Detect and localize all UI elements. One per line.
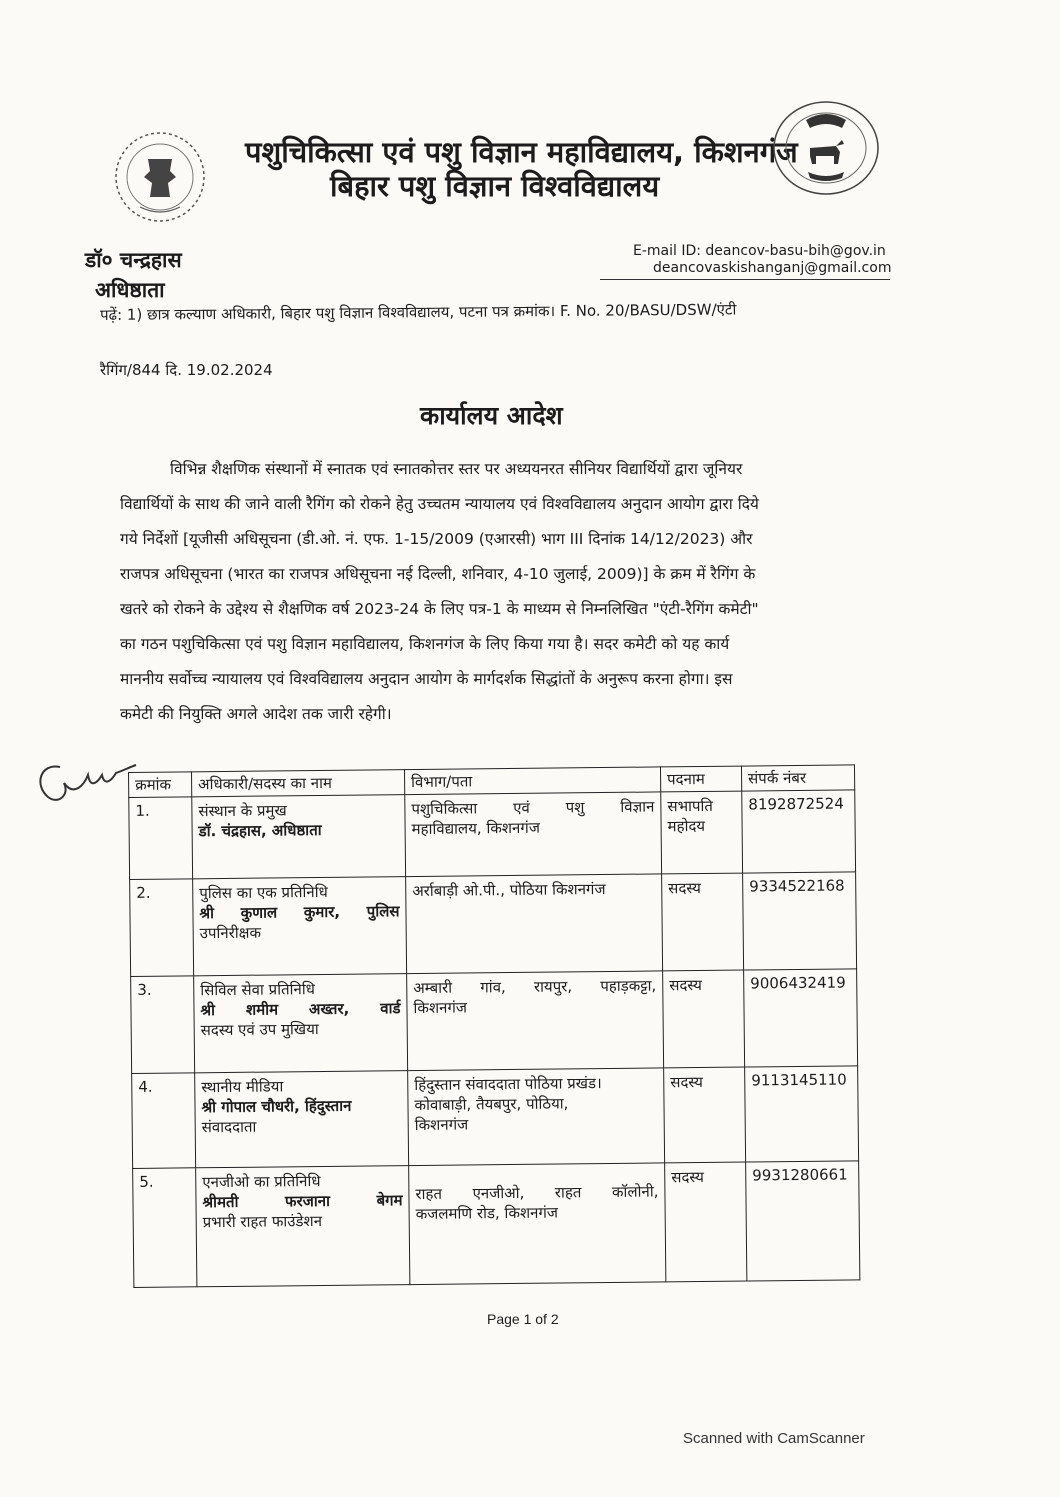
header-member: अधिकारी/सदस्य का नाम xyxy=(192,770,405,797)
cell-department xyxy=(409,1163,666,1285)
cell-contact: 8192872524 xyxy=(742,790,856,873)
dept-line: महाविद्यालय, किशनगंज xyxy=(411,818,540,839)
member-name-extra: उपनिरीक्षक xyxy=(199,923,262,943)
order-paragraph xyxy=(120,452,910,732)
university-title: बिहार पशु विज्ञान विश्वविद्यालय xyxy=(330,169,660,203)
paragraph-line: विद्यार्थियों के साथ की जाने वाली रैगिंग को रोकने हेतु उच्चतम न्यायालय एवं विश्वविद्यालय अनुदान आयोग द्वारा दिये xyxy=(120,495,759,513)
member-role: संस्थान के प्रमुख xyxy=(198,801,287,821)
dept-line: राहत एनजीओ, राहत कॉलोनी, xyxy=(415,1182,659,1204)
table-row xyxy=(129,790,856,880)
reference-line-2: रैगिंग/844 दि. 19.02.2024 xyxy=(100,361,273,379)
table-row xyxy=(132,1066,859,1169)
handwritten-signature xyxy=(30,745,140,824)
header-designation: पदनाम xyxy=(660,766,741,792)
cell-serial: 5. xyxy=(133,1168,197,1288)
paragraph-line: माननीय सर्वोच्च न्यायालय एवं विश्वविद्यालय अनुदान आयोग के मार्गदर्शक सिद्धांतों के अनुरूप करना होगा। इस xyxy=(120,670,733,688)
institute-title: पशुचिकित्सा एवं पशु विज्ञान महाविद्यालय, किशनगंज xyxy=(245,135,798,169)
dean-designation: अधिष्ठाता xyxy=(95,278,165,302)
cell-designation: सदस्य xyxy=(665,1162,747,1282)
university-emblem-left xyxy=(110,125,210,230)
dept-line: अर्राबाड़ी ओ.पी., पोठिया किशनगंज xyxy=(412,880,606,901)
reference-line-1: पढ़ें: 1) छात्र कल्याण अधिकारी, बिहार पशु विज्ञान विश्वविद्यालय, पटना पत्र क्रमांक। F. No. 20/BASU/DSW/एंटी xyxy=(100,300,737,324)
cell-department xyxy=(405,792,662,877)
cell-designation: सदस्य xyxy=(663,970,745,1068)
dept-line: किशनगंज xyxy=(414,1115,469,1135)
cell-contact: 9334522168 xyxy=(743,872,857,970)
cell-contact: 9113145110 xyxy=(745,1066,859,1162)
cell-serial: 2. xyxy=(130,879,194,977)
page-number: Page 1 of 2 xyxy=(487,1311,559,1327)
scanner-watermark: Scanned with CamScanner xyxy=(683,1430,865,1447)
dept-line: किशनगंज xyxy=(413,998,468,1018)
member-role: पुलिस का एक प्रतिनिधि xyxy=(199,882,328,903)
member-name: श्रीमती फरजाना बेगम xyxy=(202,1191,403,1212)
cell-designation: सदस्य xyxy=(662,873,744,971)
committee-table xyxy=(128,764,860,1288)
member-name: डॉ. चंद्रहास, अधिष्ठाता xyxy=(198,820,322,841)
university-emblem-right xyxy=(770,98,882,198)
dept-line: पशुचिकित्सा एवं पशु विज्ञान xyxy=(411,797,655,819)
paragraph-line: कमेटी की नियुक्ति अगले आदेश तक जारी रहेगी। xyxy=(120,705,392,723)
cell-contact: 9006432419 xyxy=(744,969,858,1067)
cell-member xyxy=(194,974,408,1073)
cell-serial: 4. xyxy=(132,1073,196,1169)
header-serial: क्रमांक xyxy=(129,772,192,798)
paragraph-line: गये निर्देशों [यूजीसी अधिसूचना (डी.ओ. नं. एफ. 1-15/2009 (एआरसी) भाग III दिनांक 14/12/2023) और xyxy=(120,530,753,548)
header-contact: संपर्क नंबर xyxy=(741,765,854,791)
table-row xyxy=(133,1161,860,1288)
email-gmail: deancovaskishanganj@gmail.com xyxy=(653,260,892,276)
cell-contact: 9931280661 xyxy=(746,1161,860,1281)
dept-line: हिंदुस्तान संवाददाता पोठिया प्रखंड। xyxy=(414,1074,602,1095)
paragraph-line: का गठन पशुचिकित्सा एवं पशु विज्ञान महाविद्यालय, किशनगंज के लिए किया गया है। सदर कमेटी को यह कार्य xyxy=(120,635,730,653)
table-row xyxy=(130,872,857,977)
cell-designation: सभापति महोदय xyxy=(661,791,743,874)
cell-member xyxy=(193,877,407,976)
cell-designation: सदस्य xyxy=(664,1067,746,1163)
cell-department xyxy=(407,971,664,1071)
member-role: सिविल सेवा प्रतिनिधि xyxy=(200,980,316,1000)
cell-serial: 3. xyxy=(131,976,195,1074)
member-name: श्री कुणाल कुमार, पुलिस xyxy=(199,902,400,923)
order-title: कार्यालय आदेश xyxy=(420,401,563,430)
member-name-extra: संवाददाता xyxy=(201,1117,257,1137)
dept-line: अम्बारी गांव, रायपुर, पहाड़कट्टा, xyxy=(413,976,657,998)
member-role: एनजीओ का प्रतिनिधि xyxy=(202,1172,321,1192)
paragraph-line: विभिन्न शैक्षणिक संस्थानों में स्नातक एवं स्नातकोत्तर स्तर पर अध्ययनरत सीनियर विद्यार्थियों द्वारा जूनियर xyxy=(170,460,743,478)
email-underline xyxy=(600,279,890,280)
paragraph-line: खतरे को रोकने के उद्देश्य से शैक्षणिक वर्ष 2023-24 के लिए पत्र-1 के माध्यम से निम्नलिखित "एंटी-रैगिंग कमेटी" xyxy=(120,600,759,618)
cell-member xyxy=(196,1166,410,1287)
header-department: विभाग/पता xyxy=(404,767,660,795)
dean-name: डॉ० चन्द्रहास xyxy=(85,248,182,272)
member-role: स्थानीय मीडिया xyxy=(201,1077,284,1097)
paragraph-line: राजपत्र अधिसूचना (भारत का राजपत्र अधिसूचना नई दिल्ली, शनिवार, 4-10 जुलाई, 2009)] के क्रम में रैगिंग के xyxy=(120,565,756,583)
cell-department xyxy=(408,1068,665,1166)
member-name: श्री गोपाल चौधरी, हिंदुस्तान xyxy=(201,1096,352,1117)
member-name-extra: सदस्य एवं उप मुखिया xyxy=(200,1020,319,1040)
cell-department xyxy=(406,874,663,974)
cell-serial: 1. xyxy=(129,797,193,880)
cell-member xyxy=(195,1071,409,1168)
email-gov: E-mail ID: deancov-basu-bih@gov.in xyxy=(633,243,886,259)
member-name-extra: प्रभारी राहत फाउंडेशन xyxy=(202,1211,323,1232)
member-name: श्री शमीम अख्तर, वार्ड xyxy=(200,999,401,1020)
dept-line: कोवाबाड़ी, तैयबपुर, पोठिया, xyxy=(414,1094,569,1115)
cell-member xyxy=(192,795,406,879)
table-row xyxy=(131,969,858,1074)
dept-line: कजलमणि रोड, किशनगंज xyxy=(415,1203,559,1224)
